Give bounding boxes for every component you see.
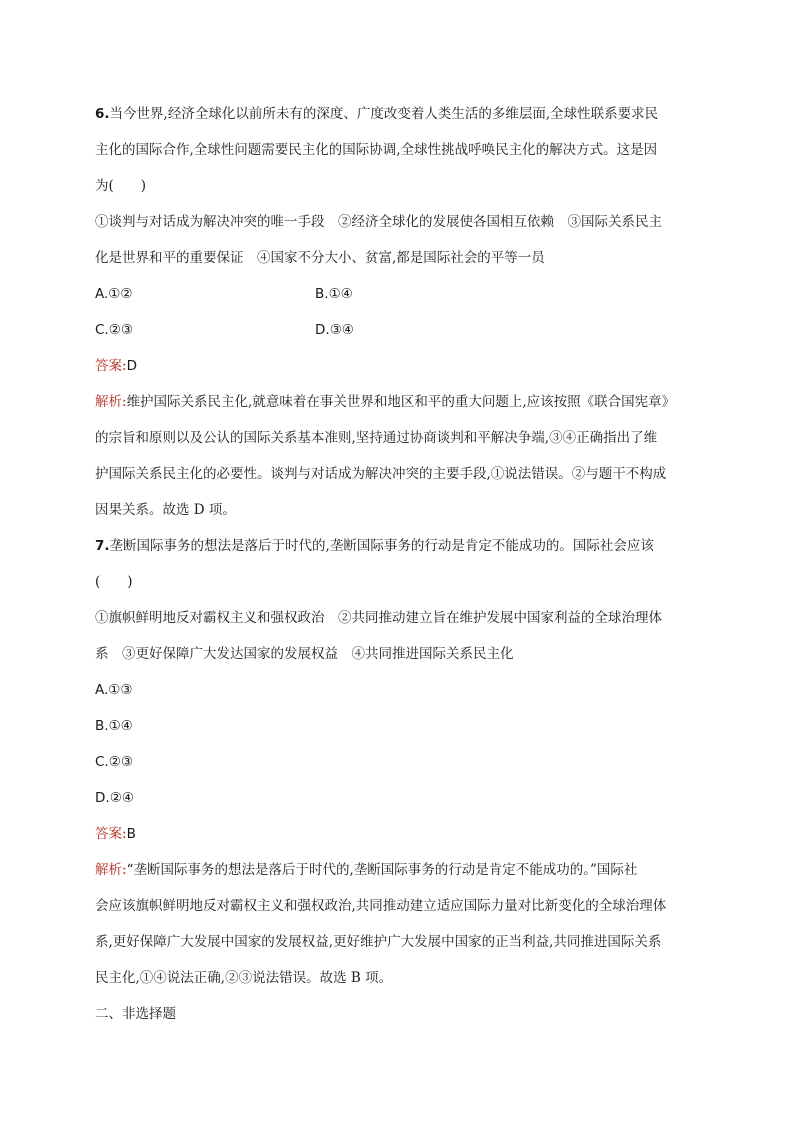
q7-stem-line-1 [95, 536, 654, 556]
q6-option-a: A.①② [95, 286, 133, 302]
q7-option-a: A.①③ [95, 682, 133, 698]
q6-number: 6. [95, 106, 110, 122]
q6-stem-line-2: 主化的国际合作,全球性问题需要民主化的国际协调,全球性挑战呼唤民主化的解决方式。这是因 [95, 142, 658, 158]
q6-analysis-text-1: 维护国际关系民主化,就意味着在事关世界和地区和平的重大问题上,应该按照《联合国宪章》 [126, 394, 676, 410]
q7-analysis-line-3: 系,更好保障广大发展中国家的发展权益,更好维护广大发展中国家的正当利益,共同推进国际关系 [95, 934, 662, 950]
q6-options-row-2 [95, 320, 354, 340]
q7-number: 7. [95, 538, 110, 554]
q6-options-row-1 [95, 284, 353, 304]
section-heading: 二、非选择题 [95, 1006, 176, 1022]
q7-items-line-2: 系 ③更好保障广大发达国家的发展权益 ④共同推进国际关系民主化 [95, 646, 514, 662]
q6-analysis-line-3: 护国际关系民主化的必要性。谈判与对话成为解决冲突的主要手段,①说法错误。②与题干不构成 [95, 466, 667, 482]
q6-stem-line-3: 为( ) [95, 178, 147, 194]
q7-answer [95, 824, 136, 844]
q6-answer-value: D [126, 358, 137, 374]
q7-option-c: C.②③ [95, 754, 133, 770]
q6-answer [95, 356, 137, 376]
q7-analysis-line-1 [95, 860, 637, 880]
q7-stem-text-1: 垄断国际事务的想法是落后于时代的,垄断国际事务的行动是肯定不能成功的。国际社会应该 [109, 538, 654, 554]
q7-analysis-line-2: 会应该旗帜鲜明地反对霸权主义和强权政治,共同推动建立适应国际力量对比新变化的全球治理体 [95, 898, 667, 914]
q6-stem-line-1 [95, 104, 658, 124]
q6-option-c: C.②③ [95, 322, 133, 338]
q6-items-line-1: ①谈判与对话成为解决冲突的唯一手段 ②经济全球化的发展使各国相互依赖 ③国际关系民主 [95, 214, 662, 230]
q6-stem-text-1: 当今世界,经济全球化以前所未有的深度、广度改变着人类生活的多维层面,全球性联系要求民 [109, 106, 659, 122]
q7-analysis-text-1: “垄断国际事务的想法是落后于时代的,垄断国际事务的行动是肯定不能成功的。”国际社 [126, 862, 638, 878]
q7-option-b: B.①④ [95, 718, 133, 734]
q6-analysis-line-1 [95, 392, 675, 412]
q7-items-line-1: ①旗帜鲜明地反对霸权主义和强权政治 ②共同推动建立旨在维护发展中国家利益的全球治理体 [95, 610, 662, 626]
q6-analysis-label: 解析: [95, 394, 127, 410]
q6-analysis-line-4: 因果关系。故选 D 项。 [95, 502, 236, 518]
q7-answer-value: B [126, 826, 136, 842]
q6-option-b: B.①④ [315, 286, 353, 302]
q7-stem-line-2: ( ) [95, 574, 133, 590]
q7-answer-label: 答案: [95, 826, 127, 842]
q6-answer-label: 答案: [95, 358, 127, 374]
q7-analysis-line-4: 民主化,①④说法正确,②③说法错误。故选 B 项。 [95, 970, 393, 986]
q6-option-d: D.③④ [315, 322, 354, 338]
q6-analysis-line-2: 的宗旨和原则以及公认的国际关系基本准则,坚持通过协商谈判和平解决争端,③④正确指出了维 [95, 430, 658, 446]
q6-items-line-2: 化是世界和平的重要保证 ④国家不分大小、贫富,都是国际社会的平等一员 [95, 250, 545, 266]
q7-option-d: D.②④ [95, 790, 134, 806]
q7-analysis-label: 解析: [95, 862, 127, 878]
